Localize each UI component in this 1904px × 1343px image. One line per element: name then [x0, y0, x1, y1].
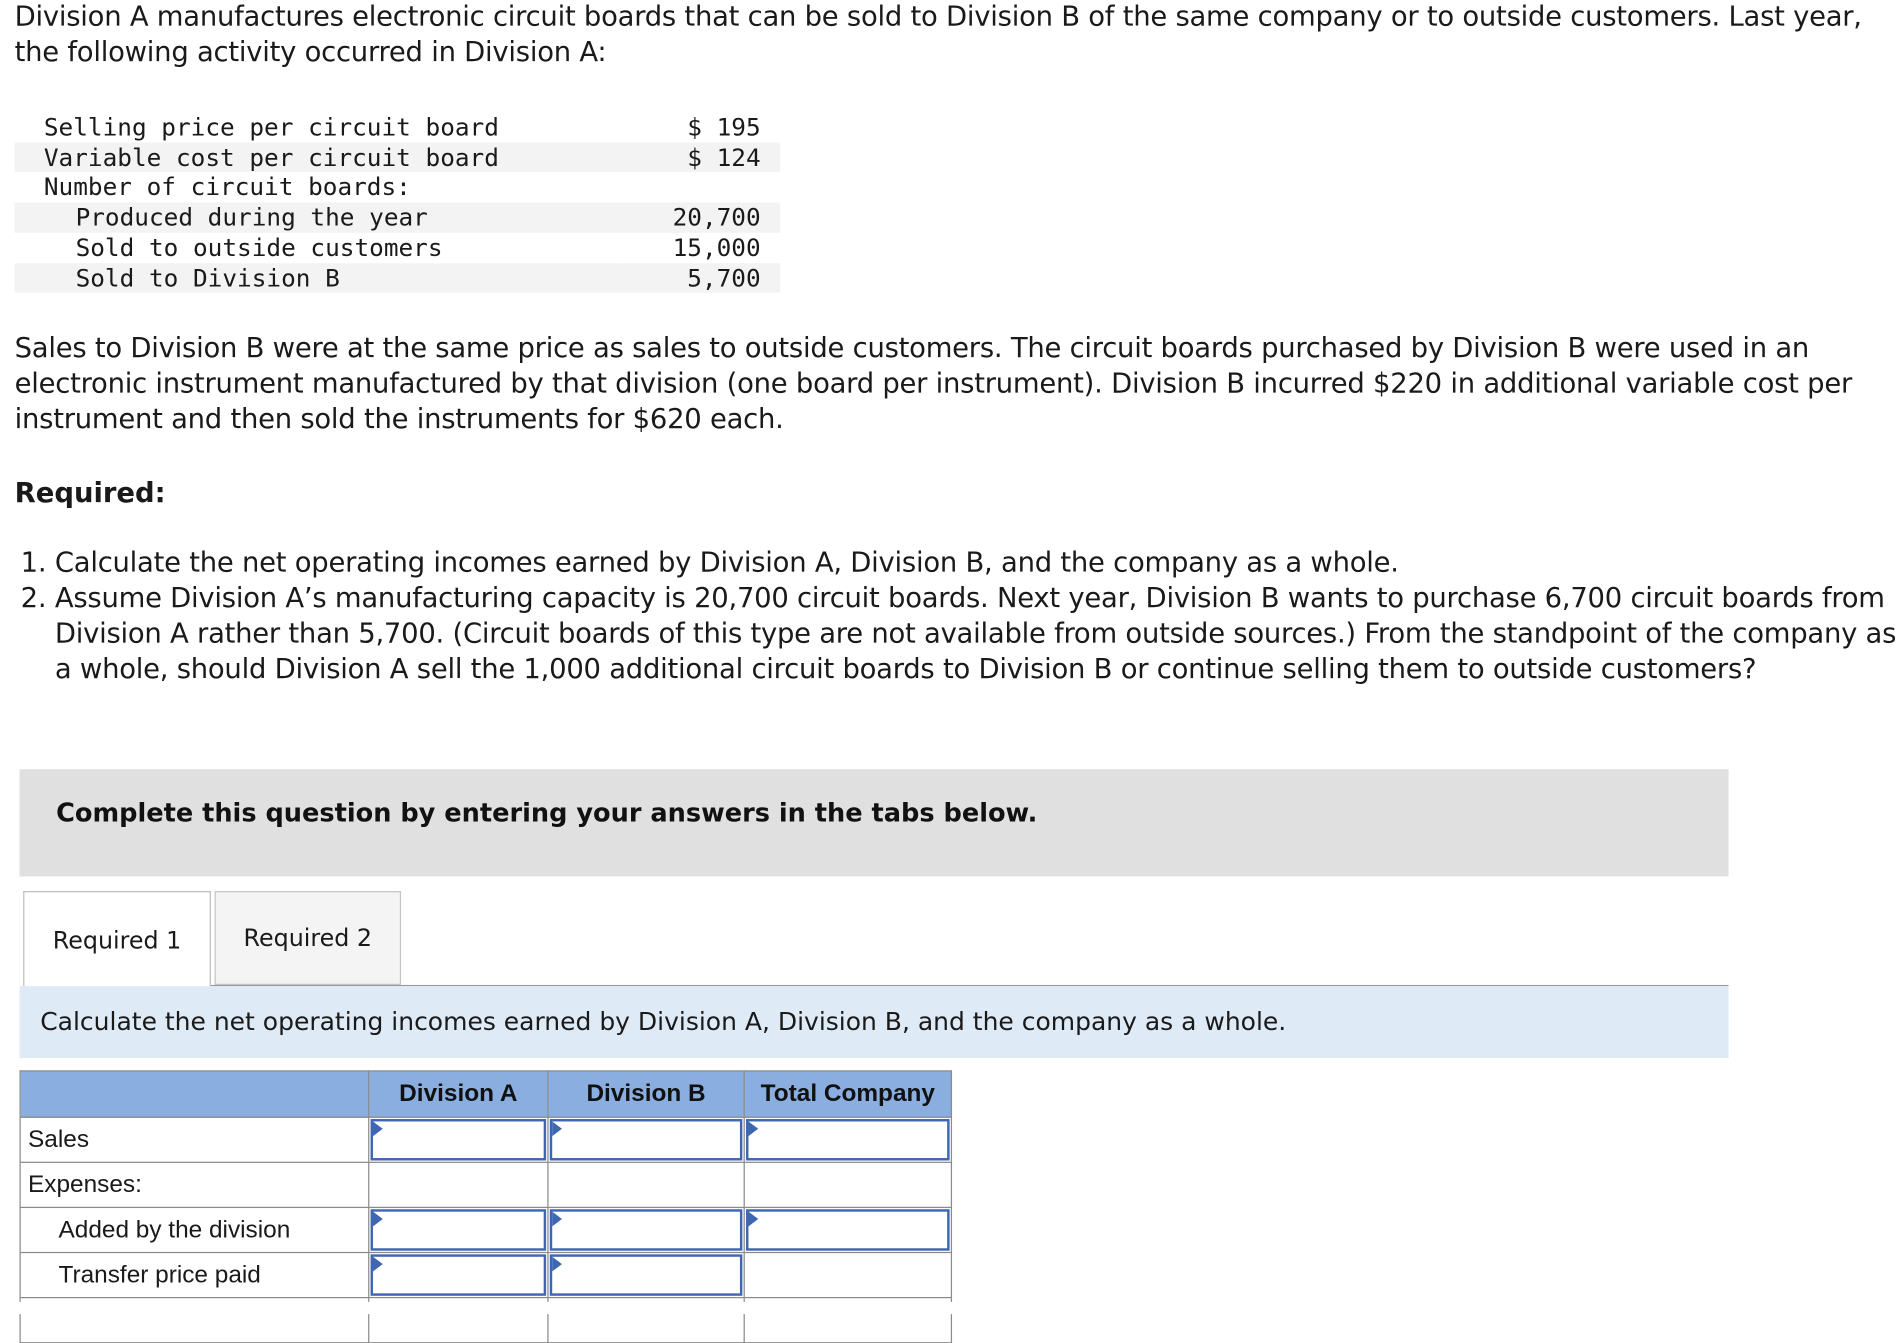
row-label: Variable cost per circuit board — [43, 142, 499, 172]
sales-division-b-input[interactable] — [552, 1121, 740, 1158]
row-value: 20,700 — [672, 202, 761, 232]
row-label: Produced during the year — [75, 202, 428, 232]
table-row — [15, 233, 781, 263]
activity-table — [15, 112, 781, 293]
row-value: $ 124 — [687, 142, 761, 172]
cell — [548, 1253, 744, 1298]
required-list — [15, 546, 1904, 687]
row-value: 15,000 — [672, 232, 761, 262]
list-item: 2. Assume Division A’s manufacturing capacity is 20,700 circuit boards. Next year, Division B wants to purchase 6,700 circuit boards from Division A rather than 5,700. (Circuit boards of this type are not available from outside sources.) From the standpoint of the company as a whole, should Division A sell the 1,000 additional circuit boards to Division B or continue selling them to outside customers? — [55, 581, 1904, 687]
table-header-row — [20, 1071, 951, 1117]
instructions-banner — [20, 769, 1729, 876]
problem-details: Sales to Division B were at the same price as sales to outside customers. The circuit boards purchased by Division B were used in an electronic instrument manufactured by that division (one board per instrument). Division B incurred $220 in additional variable cost per instrument and then sold the instruments for $620 each. — [14, 332, 1853, 436]
row-label-added-by-division: Added by the division — [20, 1207, 369, 1252]
cell — [744, 1207, 951, 1252]
column-header-division-a: Division A — [369, 1071, 548, 1117]
tab-required-2[interactable]: Required 2 — [215, 891, 402, 985]
table-row — [20, 1117, 951, 1162]
row-label: Selling price per circuit board — [43, 112, 499, 142]
row-value: 5,700 — [687, 262, 761, 292]
cell — [744, 1162, 951, 1207]
added-division-a-input[interactable] — [373, 1212, 544, 1249]
sales-total-company-input[interactable] — [748, 1121, 947, 1158]
cell — [369, 1162, 548, 1207]
cell — [548, 1117, 744, 1162]
list-item: 1. Calculate the net operating incomes earned by Division A, Division B, and the company as a whole. — [55, 546, 1904, 581]
row-label-expenses: Expenses: — [20, 1162, 369, 1207]
column-header-total-company: Total Company — [744, 1071, 951, 1117]
cell — [548, 1162, 744, 1207]
added-total-company-input[interactable] — [748, 1212, 947, 1249]
row-label-transfer-price-paid: Transfer price paid — [20, 1253, 369, 1298]
tab-instruction — [20, 986, 1729, 1058]
cell — [744, 1253, 951, 1298]
column-header-division-b: Division B — [548, 1071, 744, 1117]
required-heading: Required: — [14, 477, 166, 510]
cell — [369, 1253, 548, 1298]
cell — [369, 1117, 548, 1162]
row-label: Number of circuit boards: — [43, 172, 411, 202]
cell — [548, 1207, 744, 1252]
table-row — [15, 263, 781, 293]
cell — [369, 1207, 548, 1252]
row-value: $ 195 — [687, 112, 761, 142]
page-fold — [20, 1302, 954, 1314]
header-blank — [20, 1071, 369, 1117]
table-row — [20, 1253, 951, 1298]
instruction-text: Calculate the net operating incomes earned by Division A, Division B, and the company as a whole. — [40, 1006, 1287, 1037]
transfer-division-a-input[interactable] — [373, 1257, 544, 1294]
cell — [744, 1117, 951, 1162]
table-row — [15, 142, 781, 172]
table-row — [20, 1207, 951, 1252]
row-label: Sold to outside customers — [75, 232, 443, 262]
problem-intro: Division A manufactures electronic circuit boards that can be sold to Division B of the same company or to outside customers. Last year, the following activity occurred in Division A: — [14, 1, 1862, 69]
banner-text: Complete this question by entering your answers in the tabs below. — [56, 798, 1038, 828]
table-row — [15, 112, 781, 142]
tab-required-1[interactable]: Required 1 — [23, 891, 211, 987]
sales-division-a-input[interactable] — [373, 1121, 544, 1158]
table-row — [15, 202, 781, 232]
row-value — [617, 172, 780, 202]
table-row — [15, 172, 781, 202]
transfer-division-b-input[interactable] — [552, 1257, 740, 1294]
table-row — [20, 1162, 951, 1207]
row-label-sales: Sales — [20, 1117, 369, 1162]
added-division-b-input[interactable] — [552, 1212, 740, 1249]
row-label: Sold to Division B — [75, 262, 340, 292]
